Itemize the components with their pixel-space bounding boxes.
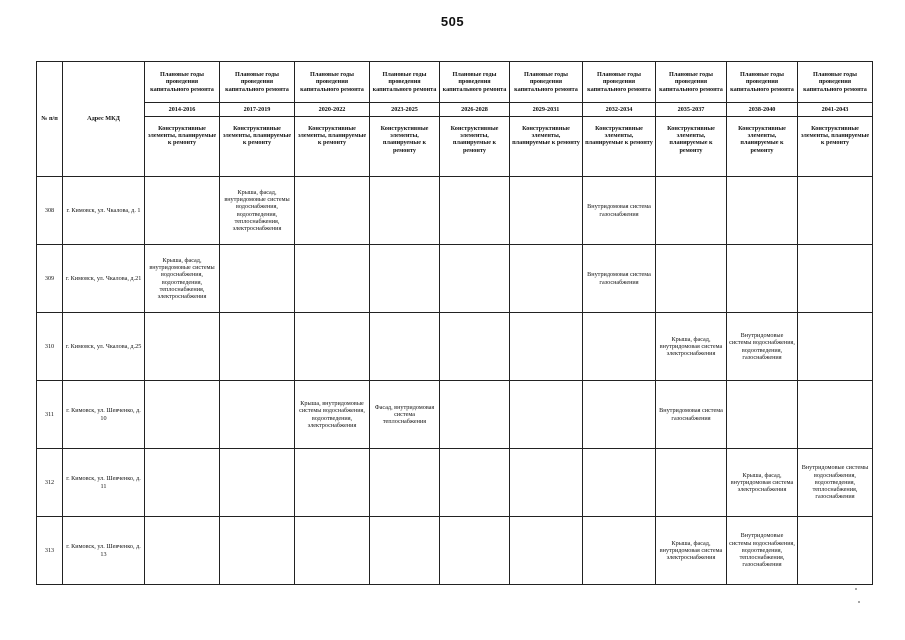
header-elements: Конструктивные элементы, планируемые к ремонту: [727, 117, 798, 177]
header-years: 2029-2031: [510, 103, 583, 117]
header-num: № п/п: [37, 62, 63, 177]
header-col-label: Плановые годы проведения капитального ремонта: [583, 62, 656, 103]
table-cell: [656, 449, 727, 517]
header-elements: Конструктивные элементы, планируемые к ремонту: [145, 117, 220, 177]
table-row: [37, 245, 873, 313]
header-elements: Конструктивные элементы, планируемые к ремонту: [798, 117, 873, 177]
header-address: Адрес МКД: [63, 62, 145, 177]
table-cell: [727, 381, 798, 449]
table-cell: [145, 517, 220, 585]
header-col-label: Плановые годы проведения капитального ремонта: [220, 62, 295, 103]
table-cell: [145, 313, 220, 381]
page-number: 505: [440, 14, 465, 29]
table-cell: [583, 449, 656, 517]
header-elements: Конструктивные элементы, планируемые к ремонту: [295, 117, 370, 177]
table-cell: [798, 177, 873, 245]
table-cell: [798, 245, 873, 313]
table-cell: [440, 313, 510, 381]
table-cell: [295, 449, 370, 517]
header-elements: Конструктивные элементы, планируемые к ремонту: [440, 117, 510, 177]
table-cell: Фасад, внутридомовая система теплоснабжения: [370, 381, 440, 449]
row-address: г. Кимовск, ул. Шевченко, д. 11: [63, 449, 145, 517]
table-cell: Крыша, фасад, внутридомовые системы водоснабжения, водоотведения, теплоснабжения, электроснабжения: [145, 245, 220, 313]
header-elements: Конструктивные элементы, планируемые к ремонту: [656, 117, 727, 177]
table-cell: [583, 313, 656, 381]
table-cell: [510, 517, 583, 585]
capital-repair-table: [36, 61, 873, 585]
table-cell: Внутридомовые системы водоснабжения, водоотведения, теплоснабжения, газоснабжения: [727, 517, 798, 585]
table-cell: [295, 177, 370, 245]
table-cell: Крыша, фасад, внутридомовая система электроснабжения: [727, 449, 798, 517]
header-col-label: Плановые годы проведения капитального ремонта: [440, 62, 510, 103]
table-cell: [656, 177, 727, 245]
table-cell: [370, 245, 440, 313]
table-cell: Крыша, внутридомовые системы водоснабжения, водоотведения, электроснабжения: [295, 381, 370, 449]
table-cell: [220, 449, 295, 517]
table-cell: [510, 381, 583, 449]
table-cell: Внутридомовая система газоснабжения: [656, 381, 727, 449]
header-years: 2035-2037: [656, 103, 727, 117]
header-row-labels: [37, 62, 873, 103]
table-row: [37, 449, 873, 517]
table-cell: [510, 245, 583, 313]
header-years: 2032-2034: [583, 103, 656, 117]
table-cell: Внутридомовые системы водоснабжения, водоотведения, газоснабжения: [727, 313, 798, 381]
table-cell: [510, 449, 583, 517]
table-cell: [295, 517, 370, 585]
scan-speck: [855, 588, 857, 590]
table-cell: [798, 517, 873, 585]
header-row-elements: [37, 117, 873, 177]
header-years: 2014-2016: [145, 103, 220, 117]
header-col-label: Плановые годы проведения капитального ремонта: [798, 62, 873, 103]
table-cell: [656, 245, 727, 313]
table-cell: Крыша, фасад, внутридомовые системы водоснабжения, водоотведения, теплоснабжения, электроснабжения: [220, 177, 295, 245]
row-number: 311: [37, 381, 63, 449]
row-number: 309: [37, 245, 63, 313]
table-cell: [145, 449, 220, 517]
table-cell: [220, 381, 295, 449]
table-cell: [440, 381, 510, 449]
table-cell: [510, 313, 583, 381]
row-number: 313: [37, 517, 63, 585]
row-address: г. Кимовск, ул. Чкалова, д.25: [63, 313, 145, 381]
table-cell: Внутридомовые системы водоснабжения, водоотведения, теплоснабжения, газоснабжения: [798, 449, 873, 517]
header-years: 2020-2022: [295, 103, 370, 117]
header-years: 2017-2019: [220, 103, 295, 117]
table-cell: [145, 177, 220, 245]
row-address: г. Кимовск, ул. Шевченко, д. 13: [63, 517, 145, 585]
header-row-years: [37, 103, 873, 117]
table-cell: [370, 449, 440, 517]
table-cell: [370, 517, 440, 585]
table-cell: [220, 245, 295, 313]
row-number: 308: [37, 177, 63, 245]
row-address: г. Кимовск, ул. Чкалова, д. 1: [63, 177, 145, 245]
table-cell: [440, 449, 510, 517]
table-row: [37, 313, 873, 381]
table-cell: Крыша, фасад, внутридомовая система электроснабжения: [656, 313, 727, 381]
header-col-label: Плановые годы проведения капитального ремонта: [510, 62, 583, 103]
table-cell: [798, 313, 873, 381]
header-elements: Конструктивные элементы, планируемые к ремонту: [370, 117, 440, 177]
table-cell: [295, 313, 370, 381]
table-cell: [145, 381, 220, 449]
table-cell: [370, 177, 440, 245]
header-years: 2026-2028: [440, 103, 510, 117]
header-elements: Конструктивные элементы, планируемые к ремонту: [583, 117, 656, 177]
scan-speck: [858, 601, 860, 603]
header-col-label: Плановые годы проведения капитального ремонта: [295, 62, 370, 103]
row-address: г. Кимовск, ул. Чкалова, д.21: [63, 245, 145, 313]
table-cell: [727, 245, 798, 313]
header-years: 2038-2040: [727, 103, 798, 117]
table-cell: [727, 177, 798, 245]
table-cell: [583, 381, 656, 449]
table-cell: [510, 177, 583, 245]
table-cell: [220, 313, 295, 381]
header-col-label: Плановые годы проведения капитального ремонта: [727, 62, 798, 103]
row-number: 312: [37, 449, 63, 517]
header-elements: Конструктивные элементы, планируемые к ремонту: [510, 117, 583, 177]
row-number: 310: [37, 313, 63, 381]
table-cell: Внутридомовая система газоснабжения: [583, 177, 656, 245]
header-years: 2023-2025: [370, 103, 440, 117]
table-cell: [583, 517, 656, 585]
header-col-label: Плановые годы проведения капитального ремонта: [656, 62, 727, 103]
table-cell: Внутридомовая система газоснабжения: [583, 245, 656, 313]
table-cell: [220, 517, 295, 585]
header-elements: Конструктивные элементы, планируемые к ремонту: [220, 117, 295, 177]
header-col-label: Плановые годы проведения капитального ремонта: [370, 62, 440, 103]
table-cell: [295, 245, 370, 313]
table-cell: [440, 517, 510, 585]
table-cell: [370, 313, 440, 381]
table-row: [37, 381, 873, 449]
table-cell: [440, 177, 510, 245]
header-years: 2041-2043: [798, 103, 873, 117]
table-row: [37, 517, 873, 585]
header-col-label: Плановые годы проведения капитального ремонта: [145, 62, 220, 103]
row-address: г. Кимовск, ул. Шевченко, д. 10: [63, 381, 145, 449]
table-row: [37, 177, 873, 245]
table-cell: [440, 245, 510, 313]
table-cell: Крыша, фасад, внутридомовая система электроснабжения: [656, 517, 727, 585]
table-cell: [798, 381, 873, 449]
